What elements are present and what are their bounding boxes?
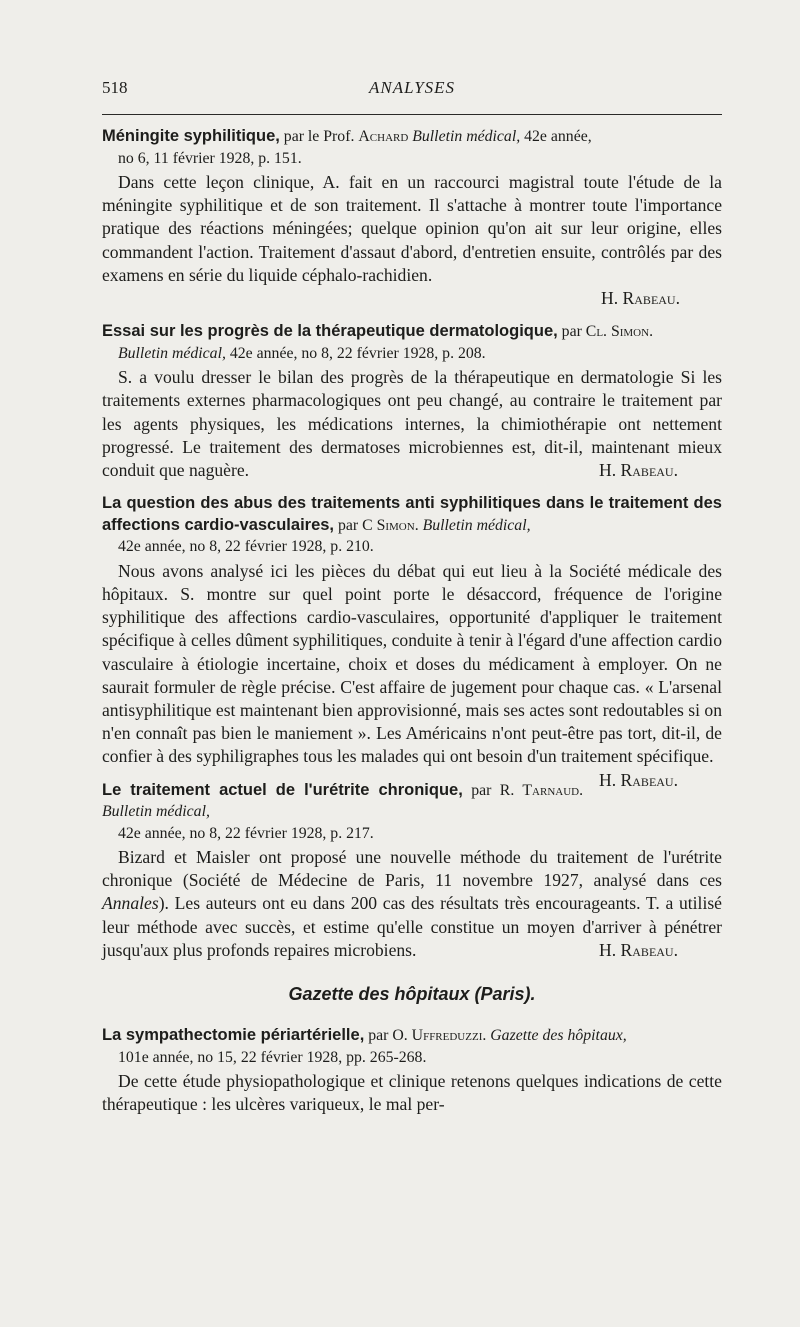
article-by: par xyxy=(337,516,359,534)
article-reference-detail: 101e année, no 15, 22 février 1928, pp. 265-268. xyxy=(118,1048,427,1066)
article-title: Le traitement actuel de l'urétrite chronique, xyxy=(102,780,463,799)
article xyxy=(102,780,722,963)
article-signature: H. Rabeau. xyxy=(601,288,680,309)
article-title: Méningite syphilitique, xyxy=(102,127,280,145)
page-header xyxy=(102,78,722,102)
article-heading xyxy=(102,126,722,169)
article-by: par le Prof. xyxy=(283,128,355,145)
article-body-text: S. a voulu dresser le bilan des progrès de la thérapeutique en dermatologie Si les traitements externes pharmacologiques ont peu changé, au contraire le traitement par les agents physiques, les médications internes, la chimiothérapie ont nettement progressé. Le traitement des dermatoses microbiennes est, dit-il, maintenant mieux conduit que naguère. xyxy=(102,367,722,481)
article-by: par xyxy=(561,323,582,341)
article-title: Essai sur les progrès de la thérapeutique dermatologique, xyxy=(102,322,558,341)
article-signature: H. Rabeau. xyxy=(599,769,678,790)
article-reference-detail: 42e année, no 8, 22 février 1928, p. 217. xyxy=(118,824,374,842)
header-rule xyxy=(102,114,722,115)
article-author: R. Tarnaud. xyxy=(499,781,584,799)
article-reference: 42e année, xyxy=(524,128,592,145)
article-journal: Bulletin médical, xyxy=(422,516,531,534)
article-heading xyxy=(102,1025,722,1068)
article-by: par xyxy=(471,781,492,799)
article-journal: Bulletin médical, xyxy=(102,803,210,821)
page-content xyxy=(102,126,722,1127)
article-body-text: Nous avons analysé ici les pièces du débat qui eut lieu à la Société médicale des hôpitaux. S. montre sur quel point porte le désaccord, fréquence de l'origine syphilitique des affections cardio-vasculaires, opportunité d'appliquer le traitement spécifique à celles dûment syphilitiques, conduite à tenir à l'égard d'une affection cardio vasculaire à étiologie incertaine, choix et doses du médicament à employer. On ne saurait formuler de règle précise. C'est affaire de jugement pour chaque cas. « L'arsenal antisyphilitique est maintenant bien approvisionné, mais ses actes sont redoutables si on n'en connaît pas bien le maniement ». Les Américains n'ont peut-être pas tort, dit-il, de confier à des syphiligraphes tous les malades qui ont besoin d'un traitement spécifique. xyxy=(102,560,722,767)
article-title: La question des abus des traitements anti syphilitiques dans le traitement des affections cardio-vasculaires, xyxy=(102,494,722,534)
article-body-text: Bizard et Maisler ont proposé une nouvelle méthode du traitement de l'urétrite chronique (Société de Médecine de Paris, 11 novembre 1927, analysé dans ces xyxy=(102,847,722,891)
article-reference-detail: 42e année, no 8, 22 février 1928, p. 210. xyxy=(118,538,374,556)
article xyxy=(102,126,722,310)
article-body: De cette étude physiopathologique et clinique retenons quelques indications de cette thérapeutique : les ulcères variqueux, le mal per- xyxy=(102,1071,722,1115)
article-journal: Gazette des hôpitaux, xyxy=(490,1027,627,1045)
article-author: C Simon. xyxy=(362,516,419,534)
article-author: O. Uffreduzzi. xyxy=(392,1027,487,1045)
page-number: 518 xyxy=(102,78,128,97)
running-head: ANALYSES xyxy=(368,78,456,97)
article-body xyxy=(102,366,722,482)
article-author: Cl. Simon. xyxy=(585,323,654,341)
article-reference-detail: no 6, 11 février 1928, p. 151. xyxy=(118,149,302,167)
article-by: par xyxy=(368,1027,389,1045)
article-signature: H. Rabeau. xyxy=(599,939,678,960)
article-heading xyxy=(102,321,722,364)
section-title: Gazette des hôpitaux (Paris). xyxy=(288,984,536,1005)
article-heading xyxy=(102,493,722,558)
article-body-emphasis: Annales xyxy=(102,893,159,914)
article xyxy=(102,321,722,482)
article-body-text: ). Les auteurs ont eu dans 200 cas des résultats très encourageants. T. a utilisé leur méthode avec succès, et estime qu'elle constitue un moyen d'arriver à pénétrer jusqu'aux plus profonds repaires microbiens. xyxy=(102,893,722,960)
article-journal: Bulletin médical, xyxy=(412,128,521,145)
article-journal: Bulletin médical, xyxy=(118,344,226,362)
article-signature: H. Rabeau. xyxy=(599,460,678,481)
article xyxy=(102,1025,722,1116)
article-author: Achard xyxy=(358,128,409,145)
article-body xyxy=(102,846,722,962)
article-body: Dans cette leçon clinique, A. fait en un raccourci magistral toute l'étude de la méningite syphilitique et de son traitement. Il s'attache à montrer toute l'importance pratique des réactions méningées; quelque opinion qu'on ait sur leur origine, elles commandent l'action. Traitement d'assaut d'abord, d'entretien ensuite, contrôlés par des examens en série du liquide céphalo-rachidien. xyxy=(102,172,722,285)
article-title: La sympathectomie périartérielle, xyxy=(102,1026,365,1045)
article-reference-detail: 42e année, no 8, 22 février 1928, p. 208. xyxy=(229,344,486,362)
